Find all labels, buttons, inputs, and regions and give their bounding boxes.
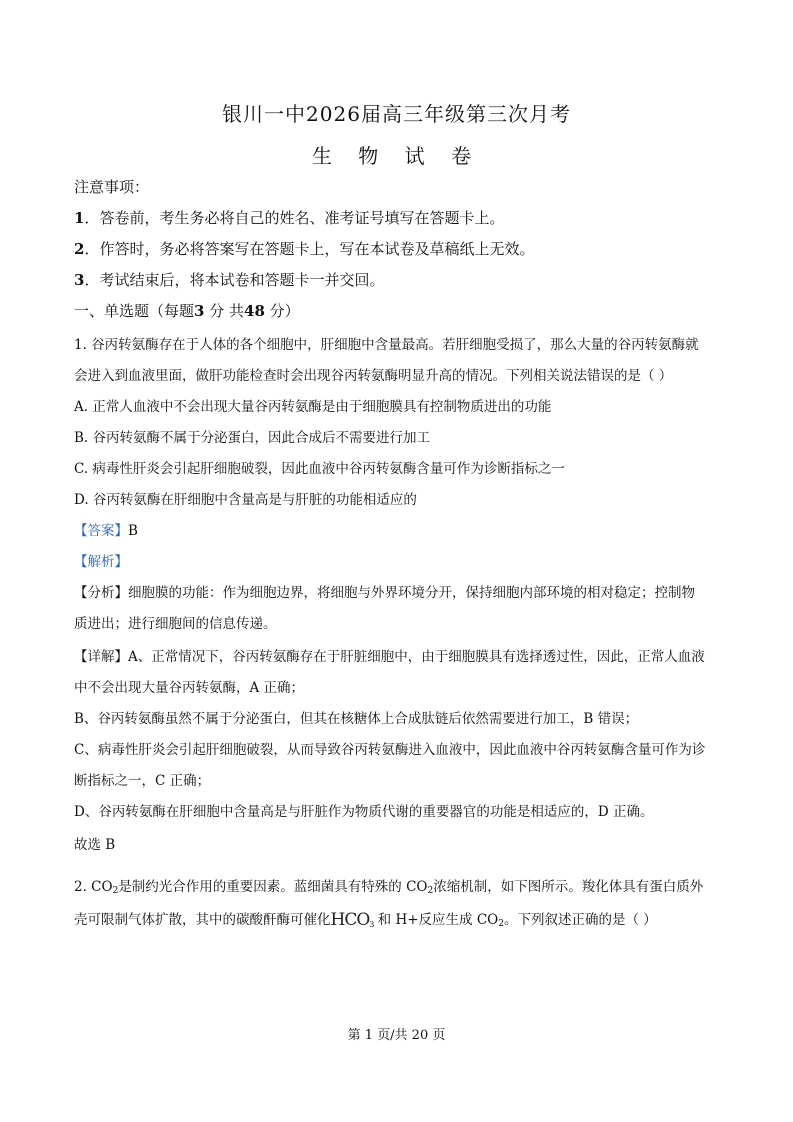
q1-explain-c-cont: 断指标之一，C 正确； [74,773,211,789]
q1-analysis-tag: 【解析】 [74,554,128,570]
notice-item [74,209,724,227]
notice-item [74,240,724,258]
xiangjie-tag: 【详解】 [74,649,128,665]
fenxi-tag: 【分析】 [74,585,128,601]
notice-item-text: ．考试结束后，将本试卷和答题卡一并交回。 [84,271,385,289]
q1-explain-d: D、谷丙转氨酶在肝细胞中含量高是与肝脏作为物质代谢的重要器官的功能是相适应的，D 正确。 [74,804,654,820]
answer-tag: 【答案】 [74,523,128,539]
notice-heading: 注意事项： [74,178,150,196]
q1-xiangjie-line: 中不会出现大量谷丙转氨酶，A 正确； [74,680,305,696]
q1-fenxi-line: 质进出；进行细胞间的信息传递。 [74,616,277,632]
notice-item-number: 2 [74,240,85,258]
q1-option-c: C. 病毒性肝炎会引起肝细胞破裂，因此血液中谷丙转氨酶含量可作为诊断指标之一 [74,461,565,477]
section-heading: 一、单选题（每题3 分 共48 分） [74,302,300,320]
q1-xiangjie: 【详解】A、正常情况下，谷丙转氨酶存在于肝脏细胞中，由于细胞膜具有选择透过性，因此，正常人血液 [74,649,705,665]
notice-item-text: ．答卷前，考生务必将自己的姓名、准考证号填写在答题卡上。 [84,209,505,227]
q1-option-b: B. 谷丙转氨酶不属于分泌蛋白，因此合成后不需要进行加工 [74,430,431,446]
q1-explain-b: B、谷丙转氨酶虽然不属于分泌蛋白，但其在核糖体上合成肽链后依然需要进行加工，B 错误； [74,711,639,727]
notice-item-number: 3 [74,271,85,289]
exam-title: 银川一中2026届高三年级第三次月考 [222,102,571,126]
q1-answer [74,522,724,540]
notice-item-text: ．作答时，务必将答案写在答题卡上，写在本试卷及草稿纸上无效。 [84,240,535,258]
q1-option-d: D. 谷丙转氨酶在肝细胞中含量高是与肝脏的功能相适应的 [74,492,417,508]
answer-value: B [128,523,138,539]
q2-stem-line: 壳可限制气体扩散，其中的碳酸酐酶可催化$HCO_3$ 和 H+反应生成 $CO_2$。下列叙述正确的是（ ） [74,910,657,930]
q1-option-a: A. 正常人血液中不会出现大量谷丙转氨酶是由于细胞膜具有控制物质进出的功能 [74,399,552,415]
q1-stem-line: 会进入到血液里面，做肝功能检查时会出现谷丙转氨酶明显升高的情况。下列相关说法错误的是（ ） [74,368,673,384]
page-number: 第 1 页/共 20 页 [347,1028,446,1043]
q1-choose: 故选 B [74,837,116,853]
notice-item [74,271,724,289]
q1-fenxi: 【分析】细胞膜的功能：作为细胞边界，将细胞与外界环境分开，保持细胞内部环境的相对稳定；控制物 [74,585,695,601]
q1-explain-c: C、病毒性肝炎会引起肝细胞破裂，从而导致谷丙转氨酶进入血液中，因此血液中谷丙转氨酶含量可作为诊 [74,742,706,758]
q1-stem-line: 1. 谷丙转氨酶存在于人体的各个细胞中，肝细胞中含量最高。若肝细胞受损了，那么大量的谷丙转氨酶就 [74,337,699,353]
notice-item-number: 1 [74,209,85,227]
exam-subtitle: 生 物 试 卷 [311,144,482,168]
q2-stem-line: 2. $CO_2$是制约光合作用的重要因素。蓝细菌具有特殊的 $CO_2$浓缩机制，如下图所示。羧化体具有蛋白质外 [74,879,704,896]
bicarbonate-formula: $HCO_3$ [330,910,374,930]
